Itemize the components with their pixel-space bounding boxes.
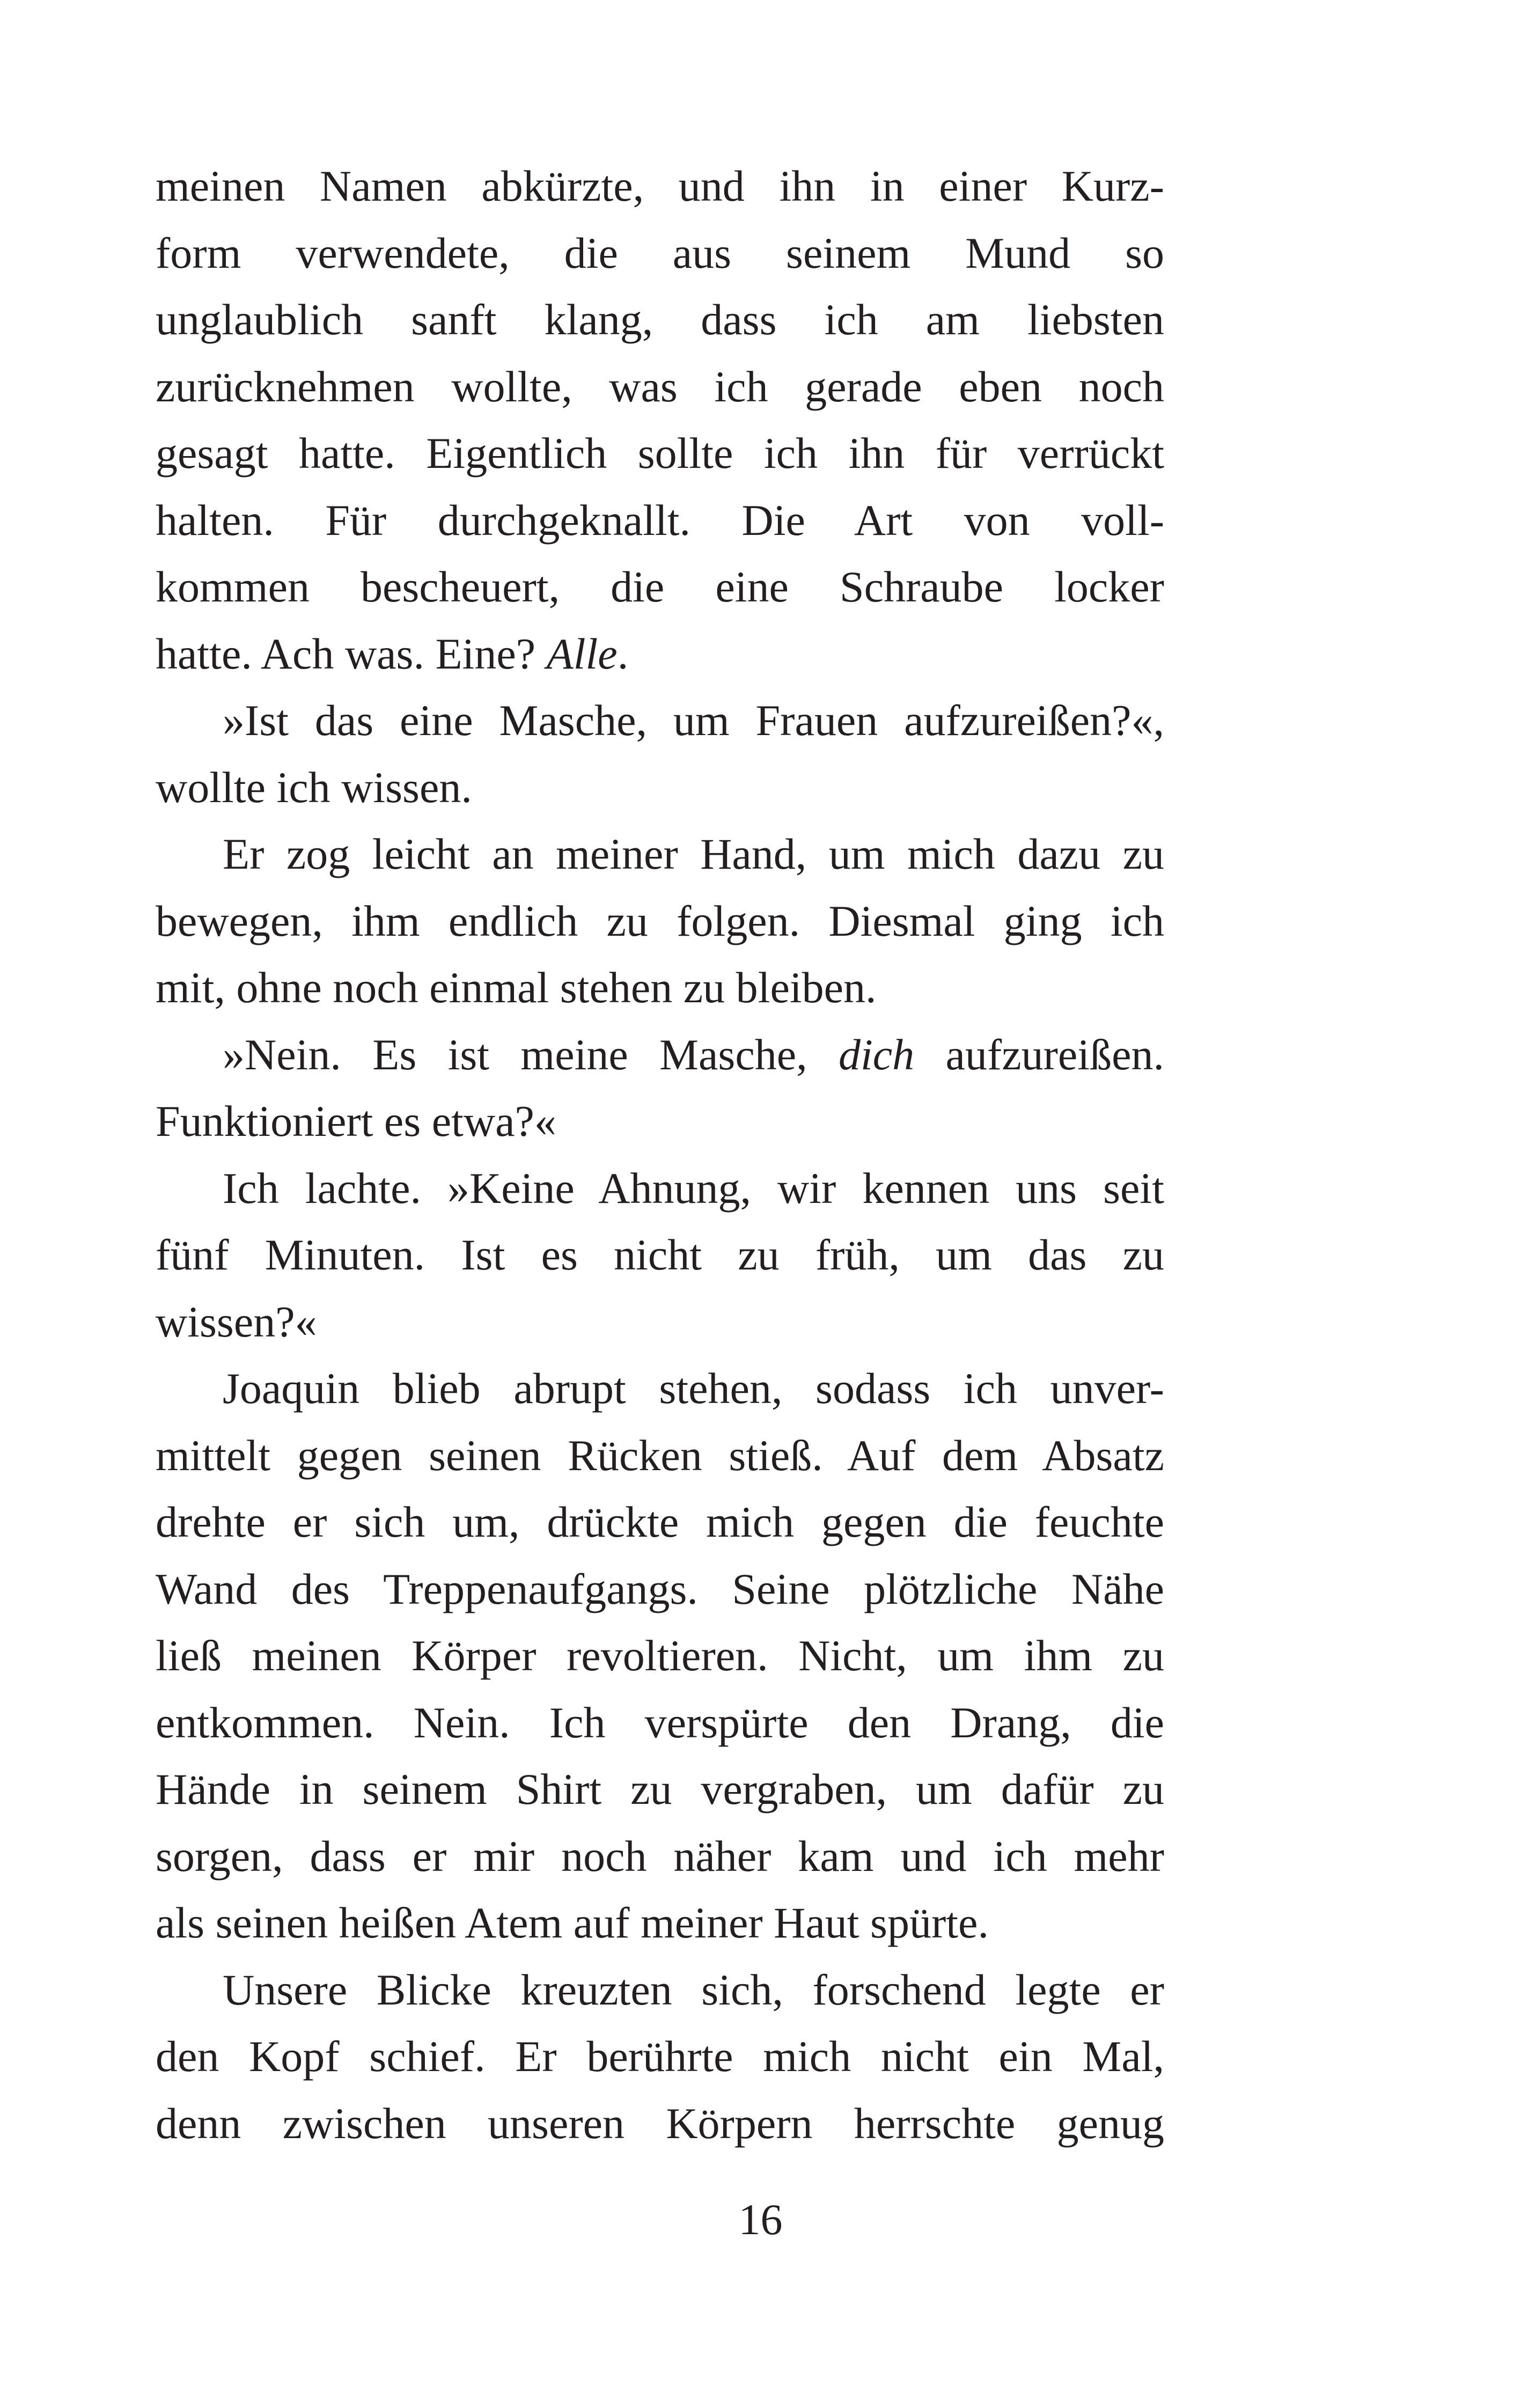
text-line: Wand des Treppenaufgangs. Seine plötzliche Nähe <box>156 1564 1164 1613</box>
text-line: Joaquin blieb abrupt stehen, sodass ich unver- <box>223 1364 1164 1413</box>
paragraph-5 <box>156 1155 1164 1356</box>
paragraph-4 <box>156 1022 1164 1155</box>
text-line: denn zwischen unseren Körpern herrschte genug <box>156 2098 1164 2148</box>
text-line: sorgen, dass er mir noch näher kam und ich mehr <box>156 1831 1164 1881</box>
text-line: ließ meinen Körper revoltieren. Nicht, um ihm zu <box>156 1631 1164 1680</box>
text-line <box>156 621 1164 688</box>
text-line: meinen Namen abkürzte, und ihn in einer Kurz- <box>156 161 1164 210</box>
paragraph-3 <box>156 821 1164 1022</box>
text-line: Hände in seinem Shirt zu vergraben, um dafür zu <box>156 1765 1164 1814</box>
text-line: wissen?« <box>156 1297 317 1346</box>
text-line: den Kopf schief. Er berührte mich nicht ein Mal, <box>156 2032 1164 2081</box>
text-line: gesagt hatte. Eigentlich sollte ich ihn für verrückt <box>156 429 1164 478</box>
text-line: halten. Für durchgeknallt. Die Art von voll- <box>156 495 1164 545</box>
text-line: mittelt gegen seinen Rücken stieß. Auf dem Absatz <box>156 1430 1164 1480</box>
text-line: Er zog leicht an meiner Hand, um mich dazu zu <box>223 829 1164 878</box>
text-line: drehte er sich um, drückte mich gegen die feuchte <box>156 1497 1164 1546</box>
page-number: 16 <box>738 2195 783 2244</box>
text-line: fünf Minuten. Ist es nicht zu früh, um das zu <box>156 1230 1164 1279</box>
text-line: »Ist das eine Masche, um Frauen aufzureißen?«, <box>223 696 1164 745</box>
text-line: kommen bescheuert, die eine Schraube locker <box>156 562 1164 611</box>
book-page-body <box>156 153 1164 2157</box>
italic-word: dich <box>838 1030 915 1079</box>
text-line: wollte ich wissen. <box>156 762 472 812</box>
text-run: aufzureißen. <box>914 1030 1164 1079</box>
text-line: mit, ohne noch einmal stehen zu bleiben. <box>156 963 877 1012</box>
italic-word: Alle <box>546 629 618 678</box>
paragraph-2 <box>156 687 1164 821</box>
text-line: Unsere Blicke kreuzten sich, forschend legte er <box>223 1965 1164 2014</box>
text-line <box>156 1022 1164 1089</box>
paragraph-6 <box>156 1355 1164 1957</box>
text-line: Funktioniert es etwa?« <box>156 1097 556 1146</box>
text-run: »Nein. Es ist meine Masche, <box>223 1030 839 1079</box>
text-line: Ich lachte. »Keine Ahnung, wir kennen uns seit <box>223 1163 1164 1213</box>
text-line: unglaublich sanft klang, dass ich am liebsten <box>156 295 1164 344</box>
text-line: entkommen. Nein. Ich verspürte den Drang, die <box>156 1698 1164 1747</box>
text-line: als seinen heißen Atem auf meiner Haut spürte. <box>156 1898 989 1947</box>
paragraph-1 <box>156 153 1164 687</box>
text-run: hatte. Ach was. Eine? <box>156 629 547 678</box>
text-line: bewegen, ihm endlich zu folgen. Diesmal ging ich <box>156 896 1164 945</box>
text-line: form verwendete, die aus seinem Mund so <box>156 228 1164 277</box>
text-run: . <box>617 629 629 678</box>
paragraph-7 <box>156 1957 1164 2157</box>
text-line: zurücknehmen wollte, was ich gerade eben noch <box>156 362 1164 411</box>
